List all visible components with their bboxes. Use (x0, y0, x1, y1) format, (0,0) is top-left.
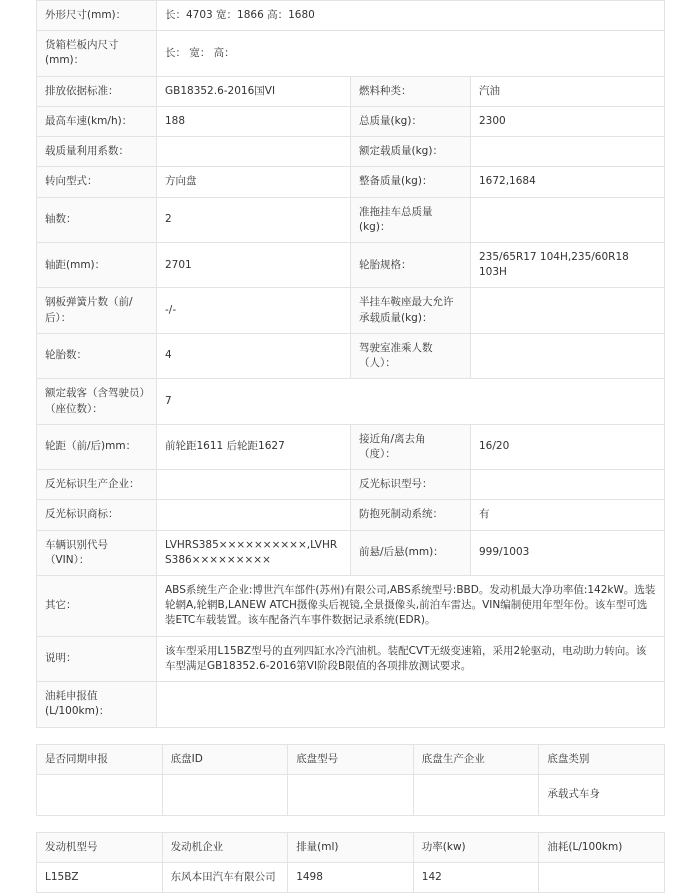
spec-value-other: ABS系统生产企业:博世汽车部件(苏州)有限公司,ABS系统型号:BBD。发动机最大净功率值:142kW。选装轮辋A,轮辋B,LANEW ATCH摄像头后视镜,全景摄像头,前泊车雷达。VIN编制使用年型年份。该车型可选装ETC车载装置。该车配备汽车事件数据记录系统(EDR)。 (157, 576, 665, 637)
vehicle-spec-table (36, 0, 665, 728)
spec-value-exterior-dimensions: 长：4703 宽：1866 高：1680 (157, 1, 665, 31)
spec-value-curb-mass: 1672,1684 (471, 167, 665, 197)
chassis-cell-chassis-model (288, 774, 414, 815)
spec-label-fuel-type: 燃料种类： (351, 76, 471, 106)
spec-value-max-speed: 188 (157, 106, 351, 136)
spec-value-approach-departure-angle: 16/20 (471, 424, 665, 469)
table-row (37, 197, 665, 242)
engine-header-engine-manufacturer: 发动机企业 (162, 832, 288, 862)
table-row (37, 636, 665, 681)
spec-label-curb-mass: 整备质量(kg)： (351, 167, 471, 197)
spec-label-emission-standard: 排放依据标准： (37, 76, 157, 106)
engine-cell-displacement: 1498 (288, 863, 414, 893)
spec-label-gross-mass: 总质量(kg)： (351, 106, 471, 136)
spec-label-vin: 车辆识别代号（VIN）： (37, 530, 157, 575)
chassis-header-chassis-category: 底盘类别 (539, 744, 665, 774)
spec-label-front-rear-overhang: 前悬/后悬(mm)： (351, 530, 471, 575)
spec-value-reflective-mark-manufacturer (157, 470, 351, 500)
spec-label-cargo-box-dimensions: 货箱栏板内尺寸(mm)： (37, 31, 157, 76)
spec-value-abs: 有 (471, 500, 665, 530)
spec-label-other: 其它： (37, 576, 157, 637)
table-row (37, 137, 665, 167)
spec-label-rated-load-mass: 额定载质量(kg)： (351, 137, 471, 167)
chassis-cell-chassis-category: 承载式车身 (539, 774, 665, 815)
spec-label-description: 说明： (37, 636, 157, 681)
engine-header-displacement: 排量(ml) (288, 832, 414, 862)
engine-table (36, 832, 665, 893)
spec-value-saddle-max-load (471, 288, 665, 333)
engine-cell-fuel-consumption (539, 863, 665, 893)
table-row (37, 379, 665, 424)
table-row (37, 106, 665, 136)
table-row (37, 1, 665, 31)
spec-label-leaf-spring-count: 钢板弹簧片数（前/后）： (37, 288, 157, 333)
chassis-table (36, 744, 665, 816)
spec-value-load-utilization (157, 137, 351, 167)
spec-value-cab-occupants (471, 333, 665, 378)
table-row (37, 242, 665, 287)
spec-value-track-width: 前轮距1611 后轮距1627 (157, 424, 351, 469)
spec-value-front-rear-overhang: 999/1003 (471, 530, 665, 575)
spec-value-vin: LVHRS385××××××××××,LVHRS386××××××××× (157, 530, 351, 575)
spec-value-fuel-type: 汽油 (471, 76, 665, 106)
spec-label-tire-spec: 轮胎规格： (351, 242, 471, 287)
spec-value-description: 该车型采用L15BZ型号的直列四缸水冷汽油机。装配CVT无级变速箱，采用2轮驱动，电动助力转向。该车型满足GB18352.6-2016第VI阶段B限值的各项排放测试要求。 (157, 636, 665, 681)
table-row (37, 576, 665, 637)
engine-cell-power: 142 (413, 863, 539, 893)
table-row (37, 167, 665, 197)
spec-value-steering-type: 方向盘 (157, 167, 351, 197)
spec-label-reflective-mark-manufacturer: 反光标识生产企业： (37, 470, 157, 500)
spec-value-tire-spec: 235/65R17 104H,235/60R18 103H (471, 242, 665, 287)
table-row (37, 470, 665, 500)
spec-value-reflective-mark-model (471, 470, 665, 500)
spec-value-axle-count: 2 (157, 197, 351, 242)
chassis-table-body (37, 774, 665, 815)
table-gap-1 (36, 728, 664, 744)
engine-header-fuel-consumption: 油耗(L/100km) (539, 832, 665, 862)
chassis-cell-chassis-id (162, 774, 288, 815)
table-row (37, 288, 665, 333)
chassis-header-chassis-manufacturer: 底盘生产企业 (413, 744, 539, 774)
spec-value-trailer-gross-mass (471, 197, 665, 242)
table-row (37, 424, 665, 469)
spec-label-abs: 防抱死制动系统： (351, 500, 471, 530)
spec-label-tire-count: 轮胎数： (37, 333, 157, 378)
spec-value-tire-count: 4 (157, 333, 351, 378)
chassis-header-same-period-declaration: 是否同期申报 (37, 744, 163, 774)
spec-value-rated-load-mass (471, 137, 665, 167)
spec-value-gross-mass: 2300 (471, 106, 665, 136)
spec-label-approach-departure-angle: 接近角/离去角（度）： (351, 424, 471, 469)
engine-table-head (37, 832, 665, 862)
spec-value-fuel-consumption (157, 682, 665, 727)
table-header-row (37, 744, 665, 774)
engine-table-body (37, 863, 665, 893)
spec-label-saddle-max-load: 半挂车鞍座最大允许承载质量(kg)： (351, 288, 471, 333)
spec-label-max-speed: 最高车速(km/h)： (37, 106, 157, 136)
spec-label-reflective-mark-model: 反光标识型号： (351, 470, 471, 500)
engine-cell-engine-model: L15BZ (37, 863, 163, 893)
spec-label-rated-passengers: 额定载客（含驾驶员）（座位数）： (37, 379, 157, 424)
spec-value-cargo-box-dimensions: 长： 宽： 高： (157, 31, 665, 76)
engine-header-engine-model: 发动机型号 (37, 832, 163, 862)
spec-label-steering-type: 转向型式： (37, 167, 157, 197)
table-row (37, 76, 665, 106)
spec-table-body (37, 1, 665, 728)
table-row (37, 333, 665, 378)
table-row (37, 774, 665, 815)
table-row (37, 682, 665, 727)
table-row (37, 530, 665, 575)
spec-label-reflective-mark-brand: 反光标识商标： (37, 500, 157, 530)
spec-label-trailer-gross-mass: 准拖挂车总质量(kg)： (351, 197, 471, 242)
spec-label-load-utilization: 载质量利用系数： (37, 137, 157, 167)
table-row (37, 863, 665, 893)
spec-label-fuel-consumption: 油耗申报值(L/100km)： (37, 682, 157, 727)
table-gap-2 (36, 816, 664, 832)
engine-header-power: 功率(kw) (413, 832, 539, 862)
table-row (37, 500, 665, 530)
spec-value-reflective-mark-brand (157, 500, 351, 530)
spec-label-track-width: 轮距（前/后)mm： (37, 424, 157, 469)
spec-label-wheelbase: 轴距(mm)： (37, 242, 157, 287)
engine-cell-engine-manufacturer: 东风本田汽车有限公司 (162, 863, 288, 893)
chassis-table-head (37, 744, 665, 774)
chassis-header-chassis-id: 底盘ID (162, 744, 288, 774)
spec-value-leaf-spring-count: -/- (157, 288, 351, 333)
table-header-row (37, 832, 665, 862)
chassis-cell-chassis-manufacturer (413, 774, 539, 815)
spec-value-emission-standard: GB18352.6-2016国VI (157, 76, 351, 106)
spec-label-cab-occupants: 驾驶室准乘人数（人）： (351, 333, 471, 378)
table-row (37, 31, 665, 76)
chassis-cell-same-period-declaration (37, 774, 163, 815)
spec-value-rated-passengers: 7 (157, 379, 665, 424)
spec-label-exterior-dimensions: 外形尺寸(mm)： (37, 1, 157, 31)
spec-value-wheelbase: 2701 (157, 242, 351, 287)
chassis-header-chassis-model: 底盘型号 (288, 744, 414, 774)
spec-label-axle-count: 轴数： (37, 197, 157, 242)
